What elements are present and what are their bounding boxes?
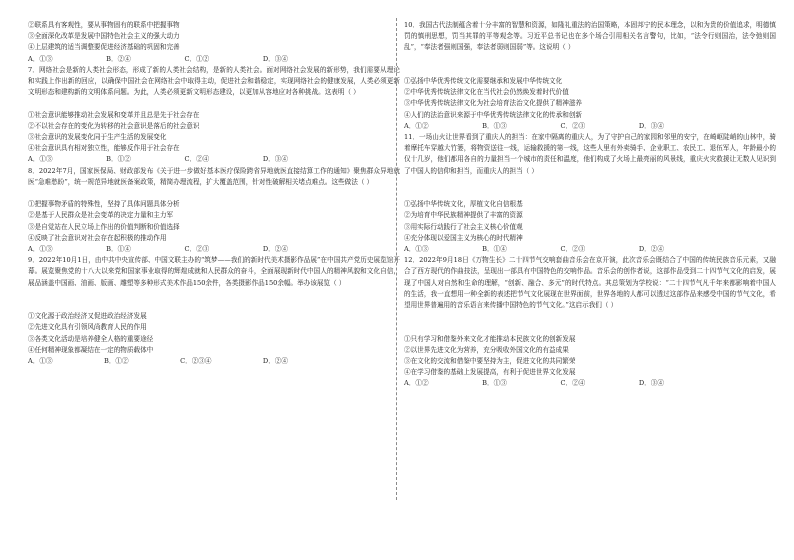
option-item: ①社会意识能够推动社会发展和变革并且总是先于社会存在 bbox=[28, 110, 200, 119]
option-item: ③用实际行动践行了社会主义核心价值观 bbox=[404, 222, 523, 231]
question-9 bbox=[28, 255, 400, 367]
answer-choices bbox=[28, 154, 288, 165]
option-item: ③社会意识的发展变化同于生产生活的发展变化 bbox=[28, 133, 167, 142]
choice-a[interactable]: A．①③ bbox=[28, 155, 53, 164]
option-item: ①把握事物矛盾的特殊性，坚持了具体问题具体分析 bbox=[28, 200, 180, 209]
choice-b[interactable]: B．①④ bbox=[482, 245, 507, 254]
column-divider bbox=[396, 18, 397, 500]
option-item: ④人们的法治意识来源于中华优秀传统法律文化的传承和创新 bbox=[404, 110, 583, 119]
left-column bbox=[28, 20, 400, 367]
option-item: ②是基于人民群众是社会变革的决定力量和主力军 bbox=[28, 211, 174, 220]
question-stem: 7．网络社会是新的人类社会形态，形成了新的人类社会结构，是新的人类社会。面对网络社会发展的新形势，我们需要从理论和实践上作出新的回应，以确保中国社会在网络社会中取得主动，促进社会和谐稳定，实现网络社会的健康发展，人类必须更新文明形态和建构新的文明体系问题。为此，人类必须更新文明形态建设，以更加从容地应对各种挑战。这表明（ ） bbox=[28, 65, 400, 97]
option-item: ③在文化的交流和借鉴中要坚持为主，促进文化的共同繁荣 bbox=[404, 357, 576, 366]
option-item: ①只有学习和借鉴外来文化才能推动本民族文化的创新发展 bbox=[404, 334, 576, 343]
answer-choices bbox=[404, 121, 664, 132]
option-item: ④任何精神现象都凝结在一定的物质载体中 bbox=[28, 345, 154, 354]
question-stem: 8．2022年7月，国家医保局、财政部发布《关于进一步做好基本医疗保险跨省异地就医直接结算工作的通知》聚焦群众异地就医“急难愁盼”，统一规范异地就医备案政策，精简办理流程，扩大覆盖范围，针对性破解相关堵点难点。这些做法（ ） bbox=[28, 166, 400, 186]
question-12 bbox=[404, 255, 776, 389]
choice-b[interactable]: B．①② bbox=[103, 357, 129, 366]
choice-a[interactable]: A．①② bbox=[404, 121, 429, 130]
choice-a[interactable]: A．①③ bbox=[28, 245, 53, 254]
choice-a[interactable]: A．①③ bbox=[28, 54, 53, 63]
choice-c[interactable]: C．②③ bbox=[560, 245, 586, 254]
question-10 bbox=[404, 20, 776, 132]
question-7 bbox=[28, 65, 400, 166]
choice-c[interactable]: C．①② bbox=[184, 54, 210, 63]
option-item: ③各类文化活动是培养健全人格的重要途径 bbox=[28, 334, 154, 343]
answer-choices bbox=[404, 244, 664, 255]
answer-choices bbox=[28, 244, 288, 255]
choice-b[interactable]: B．②④ bbox=[106, 54, 131, 63]
option-item: ②先进文化具有引领风尚教育人民的作用 bbox=[28, 323, 147, 332]
question-11 bbox=[404, 132, 776, 255]
option-item: ②为培育中华民族精神提供了丰富的资源 bbox=[404, 211, 523, 220]
option-item: ④反映了社会意识对社会存在起积极的推动作用 bbox=[28, 233, 167, 242]
answer-choices bbox=[404, 378, 664, 389]
choice-d[interactable]: D．③④ bbox=[262, 54, 288, 63]
option-item: ③是自觉站在人民立场上作出的价值判断和价值选择 bbox=[28, 222, 180, 231]
choice-c[interactable]: C．②③④ bbox=[180, 357, 212, 366]
choice-d[interactable]: D．③④ bbox=[262, 155, 288, 164]
choice-c[interactable]: C．②④ bbox=[184, 155, 210, 164]
choice-a[interactable]: A．①② bbox=[404, 379, 429, 388]
option-item: ②中华优秀传统法律文化在当代社会仍然焕发着时代价值 bbox=[404, 88, 569, 97]
option-item: ②不以社会存在的变化为转移的社会意识是落后的社会意识 bbox=[28, 121, 200, 130]
option-item: ③全面深化改革是发展中国特色社会主义的强大动力 bbox=[28, 32, 180, 41]
choice-c[interactable]: C．②④ bbox=[560, 379, 586, 388]
option-item: ④社会意识具有相对独立性，能够反作用于社会存在 bbox=[28, 144, 180, 153]
right-column bbox=[404, 20, 776, 390]
option-item: ①弘扬中华优秀传统文化需要继承和发展中华传统文化 bbox=[404, 77, 563, 85]
choice-c[interactable]: C．②③ bbox=[184, 245, 210, 254]
option-item: ④在学习借鉴的基础上发展提高，有利于促进世界文化发展 bbox=[404, 368, 576, 377]
question-stem: 10．我国古代法制蕴含着十分丰富的智慧和资源，如隆礼重法的治国策略，本固邦宁的民本理念，以和为贵的价值追求，明德慎罚的慎刑思想，罚当其罪的平等观念等。习近平总书记也在多个场合引用相关名言警句，比如，“法令行则国治，法令弛则国乱”，“奉法者强则国强，奉法者弱则国弱”等。这说明（ ） bbox=[404, 21, 776, 52]
option-item: ①弘扬中华传统文化，厚植文化自信根基 bbox=[404, 200, 523, 209]
option-item: ②联系具有客观性，要从事物固有的联系中把握事物 bbox=[28, 21, 180, 29]
question-stem: 9．2022年10月1日，由中共中央宣传部、中国文联主办的“筑梦——我们的新时代美术摄影作品展”在中国共产党历史展览馆开幕。展览聚焦党的十八大以来党和国家事业取得的辉煌成就和人民群众的奋斗，全面展现新时代中国人的精神风貌和文化自信，展品涵盖中国画、油画、版画、雕塑等多种形式美术作品150余件，各类摄影作品150余幅。举办该展览（ ） bbox=[28, 256, 400, 287]
option-item: ④上层建筑的适当调整要促进经济基础的巩固和完善 bbox=[28, 43, 180, 52]
choice-b[interactable]: B．①③ bbox=[482, 379, 507, 388]
choice-b[interactable]: B．①④ bbox=[106, 245, 131, 254]
option-item: ②以世界先进文化为营养，充分吸收外国文化的有益成果 bbox=[404, 345, 569, 354]
choice-b[interactable]: B．①③ bbox=[482, 121, 507, 130]
choice-b[interactable]: B．①② bbox=[106, 155, 131, 164]
answer-choices bbox=[28, 54, 288, 65]
option-item: ④充分体现以爱国主义为核心的时代精神 bbox=[404, 233, 523, 242]
question-6-tail bbox=[28, 20, 400, 65]
choice-d[interactable]: D．②④ bbox=[262, 357, 288, 366]
choice-d[interactable]: D．③④ bbox=[638, 121, 664, 130]
option-item: ③中华优秀传统法律文化为社会培育法治文化提供了精神滋养 bbox=[404, 99, 583, 108]
choice-a[interactable]: A．①③ bbox=[404, 245, 429, 254]
question-stem: 12．2022年9月18日《万物生长》二十四节气交响套曲音乐会在京开演，此次音乐会既结合了中国的传统民族音乐元素，又融合了西方现代的作曲技法，呈现出一部具有中国特色的交响作品。音乐会的创作者说，这部作品受到二十四节气文化的启发，展现了中国人对自然和生命的理解，“创新、融合、多元”的时代特点。其总策划为学校说：“二十四节气凡千年来都影响着中国人的生活，我一直想用一种全新的表述把节气文化展现在世界面前，世界各地的人都可以透过这部作品来感受中国的节气文化，希望用世界普遍用的音乐语言来传播中国特色的节气文化。”这启示我们（ ） bbox=[404, 256, 776, 310]
question-stem: 11．一场山火让世界看到了重庆人的担当：在家中隔离的重庆人，为了守护自己的家园和邻里的安宁，在崎岖陡峭的山林中，骑着摩托车穿越大竹篓，将物资送往一线，运输救援的第一线，这些人里有外卖骑手、企业职工、农民工、退伍军人，年龄最小的仅十几岁，他们都用各自的力量担当一个城市的责任和温度，他们构成了火场上最亮丽的风景线，重庆火灾救援让无数人见识到了中国人的信仰和担当，而重庆人的担当（ ） bbox=[404, 133, 776, 175]
choice-c[interactable]: C．②③ bbox=[560, 121, 586, 130]
choice-d[interactable]: D．②④ bbox=[638, 245, 664, 254]
choice-d[interactable]: D．②④ bbox=[262, 245, 288, 254]
choice-d[interactable]: D．③④ bbox=[638, 379, 664, 388]
question-8 bbox=[28, 166, 400, 256]
answer-choices bbox=[28, 356, 288, 367]
option-item: ①文化源于政治经济又促进政治经济发展 bbox=[28, 312, 147, 321]
choice-a[interactable]: A．①③ bbox=[28, 357, 53, 366]
